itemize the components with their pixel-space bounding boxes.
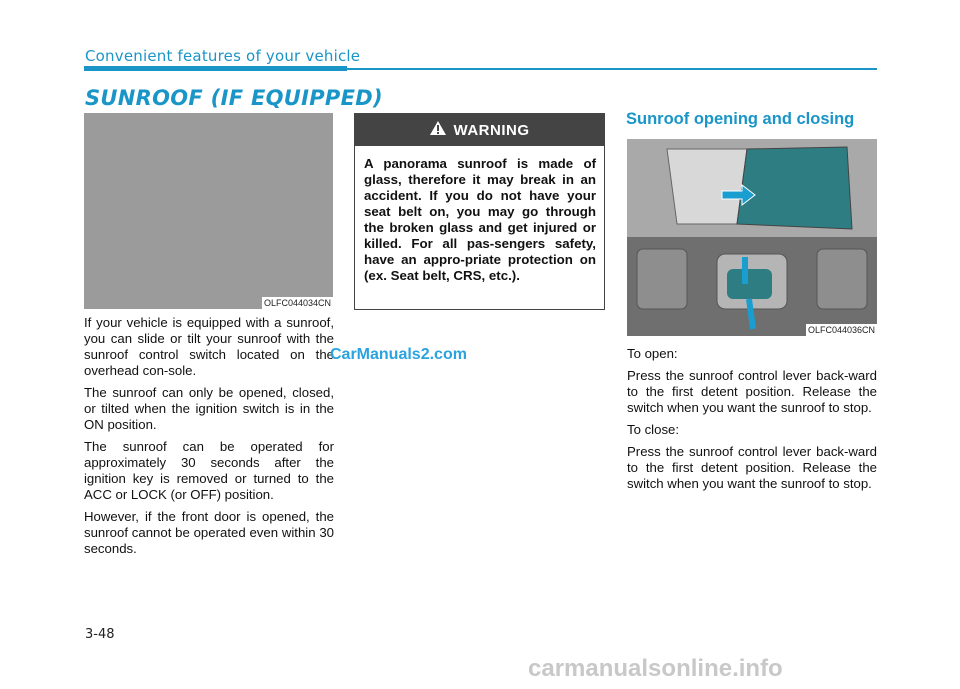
open-label: To open: — [627, 346, 678, 361]
running-header: Convenient features of your vehicle — [85, 47, 361, 65]
header-rule-thick — [84, 66, 347, 71]
header-rule-thin — [347, 68, 877, 70]
intro-column — [84, 315, 334, 563]
subsection-title: Sunroof opening and closing — [626, 110, 855, 128]
figure-label: OLFC044036CN — [807, 325, 875, 335]
warning-header — [355, 114, 604, 146]
watermark-link[interactable]: CarManuals2.com — [330, 346, 467, 363]
paragraph: If your vehicle is equipped with a sunroof, you can slide or tilt your sunroof with the sunroof control switch located on the overhead con-sole. — [84, 315, 334, 378]
instructions-column — [627, 346, 877, 498]
paragraph: The sunroof can only be opened, closed, or tilted when the ignition switch is in the ON position. — [84, 385, 334, 432]
close-label: To close: — [627, 422, 680, 437]
paragraph: However, if the front door is opened, the sunroof cannot be operated even within 30 seconds. — [84, 509, 334, 556]
warning-text: A panorama sunroof is made of glass, therefore it may break in an accident. If you do not have your seat belt on, you may go through the broken glass and get injured or killed. For all pas-sengers safety, have an appro-priate protection on (ex. Seat belt, CRS, etc.). — [364, 156, 596, 283]
page-number: 3-48 — [85, 627, 115, 642]
paragraph: The sunroof can be operated for approximately 30 seconds after the ignition key is removed or turned to the ACC or LOCK (or OFF) position. — [84, 439, 334, 502]
close-text: Press the sunroof control lever back-ward to the first detent position. Release the switch when you want the sunroof to stop. — [627, 444, 877, 491]
figure-label: OLFC044034CN — [263, 298, 331, 308]
warning-triangle-icon — [430, 121, 446, 139]
warning-box — [354, 113, 605, 310]
sunroof-control-illustration — [627, 139, 877, 336]
figure-sunroof-control — [627, 139, 877, 336]
warning-heading: WARNING — [453, 121, 530, 139]
section-title: SUNROOF (IF EQUIPPED) — [85, 86, 383, 110]
figure-sunroof-overview — [84, 113, 333, 309]
site-watermark: carmanualsonline.info — [528, 655, 783, 682]
open-text: Press the sunroof control lever back-ward to the first detent position. Release the switch when you want the sunroof to stop. — [627, 368, 877, 415]
